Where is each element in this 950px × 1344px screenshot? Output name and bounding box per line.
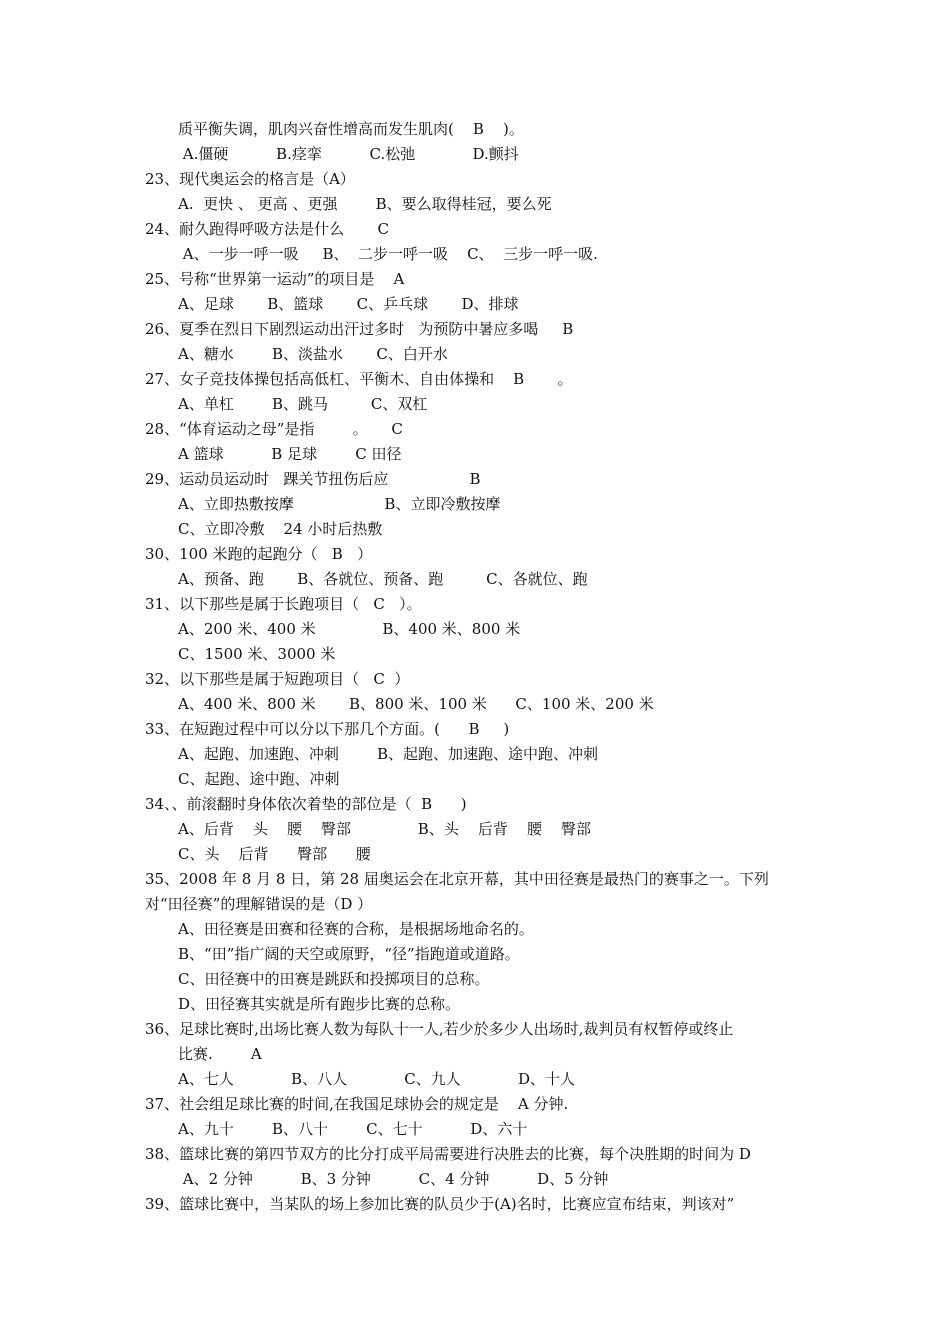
question-25: 25、号称“世界第一运动”的项目是 A (145, 270, 405, 288)
answer-options: A、足球 B、篮球 C、乒乓球 D、排球 (178, 295, 519, 313)
question-33: 33、在短跑过程中可以分以下那几个方面。( B ) (145, 720, 510, 738)
question-31: 31、以下那些是属于长跑项目（ C ）。 (145, 595, 422, 613)
answer-options: A、田径赛是田赛和径赛的合称，是根据场地命名的。 (178, 920, 534, 938)
question-39: 39、篮球比赛中，当某队的场上参加比赛的队员少于(A)名时，比赛应宣布结束，判该对” (145, 1195, 735, 1213)
answer-options: A、七人 B、八人 C、九人 D、十人 (178, 1070, 576, 1088)
question-34: 34、、前滚翻时身体依次着垫的部位是（ B ) (145, 795, 467, 813)
text-line: 质平衡失调，肌肉兴奋性增高而发生肌肉( B )。 (178, 120, 524, 138)
question-28: 28、“体育运动之母”是指 。 C (145, 420, 403, 438)
question-36: 36、足球比赛时,出场比赛人数为每队十一人,若少於多少人出场时,裁判员有权暂停或终止 (145, 1020, 734, 1038)
answer-options: C、头 后背 臀部 腰 (178, 845, 371, 863)
answer-options: C、起跑、途中跑、冲刺 (178, 770, 340, 788)
answer-options: C、1500 米、3000 米 (178, 645, 336, 663)
answer-options: C、田径赛中的田赛是跳跃和投掷项目的总称。 (178, 970, 490, 988)
question-27: 27、女子竞技体操包括高低杠、平衡木、自由体操和 B 。 (145, 370, 573, 388)
answer-options: A、一步一呼一吸 B、 二步一呼一吸 C、 三步一呼一吸. (178, 245, 598, 263)
question-26: 26、夏季在烈日下剧烈运动出汗过多时 为预防中暑应多喝 B (145, 320, 574, 338)
question-35-continued: 对“田径赛”的理解错误的是（D ） (145, 895, 373, 913)
answer-options: C、立即冷敷 24 小时后热敷 (178, 520, 383, 538)
answer-options: A.僵硬 B.痉挛 C.松弛 D.颤抖 (178, 145, 519, 163)
question-24: 24、耐久跑得呼吸方法是什么 C (145, 220, 389, 238)
answer-options: A、单杠 B、跳马 C、双杠 (178, 395, 428, 413)
answer-options: A、预备、跑 B、各就位、预备、跑 C、各就位、跑 (178, 570, 588, 588)
answer-options: A、糖水 B、淡盐水 C、白开水 (178, 345, 448, 363)
question-23: 23、现代奥运会的格言是（A） (145, 170, 355, 188)
answer-options: A、九十 B、八十 C、七十 D、六十 (178, 1120, 528, 1138)
answer-options: A. 更快 、 更高 、更强 B、要么取得桂冠，要么死 (178, 195, 552, 213)
question-32: 32、以下那些是属于短跑项目（ C ） (145, 670, 410, 688)
answer-options: D、田径赛其实就是所有跑步比赛的总称。 (178, 995, 461, 1013)
question-36-continued: 比赛. A (178, 1045, 262, 1063)
question-38: 38、篮球比赛的第四节双方的比分打成平局需要进行决胜去的比赛，每个决胜期的时间为 D (145, 1145, 751, 1163)
question-35: 35、2008 年 8 月 8 日，第 28 届奥运会在北京开幕，其中田径赛是最热门的赛事之一。下列 (145, 870, 769, 888)
answer-options: A 篮球 B 足球 C 田径 (178, 445, 402, 463)
answer-options: A、200 米、400 米 B、400 米、800 米 (178, 620, 521, 638)
answer-options: A、后背 头 腰 臀部 B、头 后背 腰 臀部 (178, 820, 592, 838)
question-29: 29、运动员运动时 踝关节扭伤后应 B (145, 470, 481, 488)
answer-options: A、立即热敷按摩 B、立即冷敷按摩 (178, 495, 501, 513)
answer-options: A、起跑、加速跑、冲刺 B、起跑、加速跑、途中跑、冲刺 (178, 745, 599, 763)
question-37: 37、社会组足球比赛的时间,在我国足球协会的规定是 A 分钟. (145, 1095, 569, 1113)
question-30: 30、100 米跑的起跑分（ B ） (145, 545, 373, 563)
answer-options: A、2 分钟 B、3 分钟 C、4 分钟 D、5 分钟 (178, 1170, 609, 1188)
answer-options: A、400 米、800 米 B、800 米、100 米 C、100 米、200 米 (178, 695, 654, 713)
answer-options: B、“田”指广阔的天空或原野，“径”指跑道或道路。 (178, 945, 520, 963)
